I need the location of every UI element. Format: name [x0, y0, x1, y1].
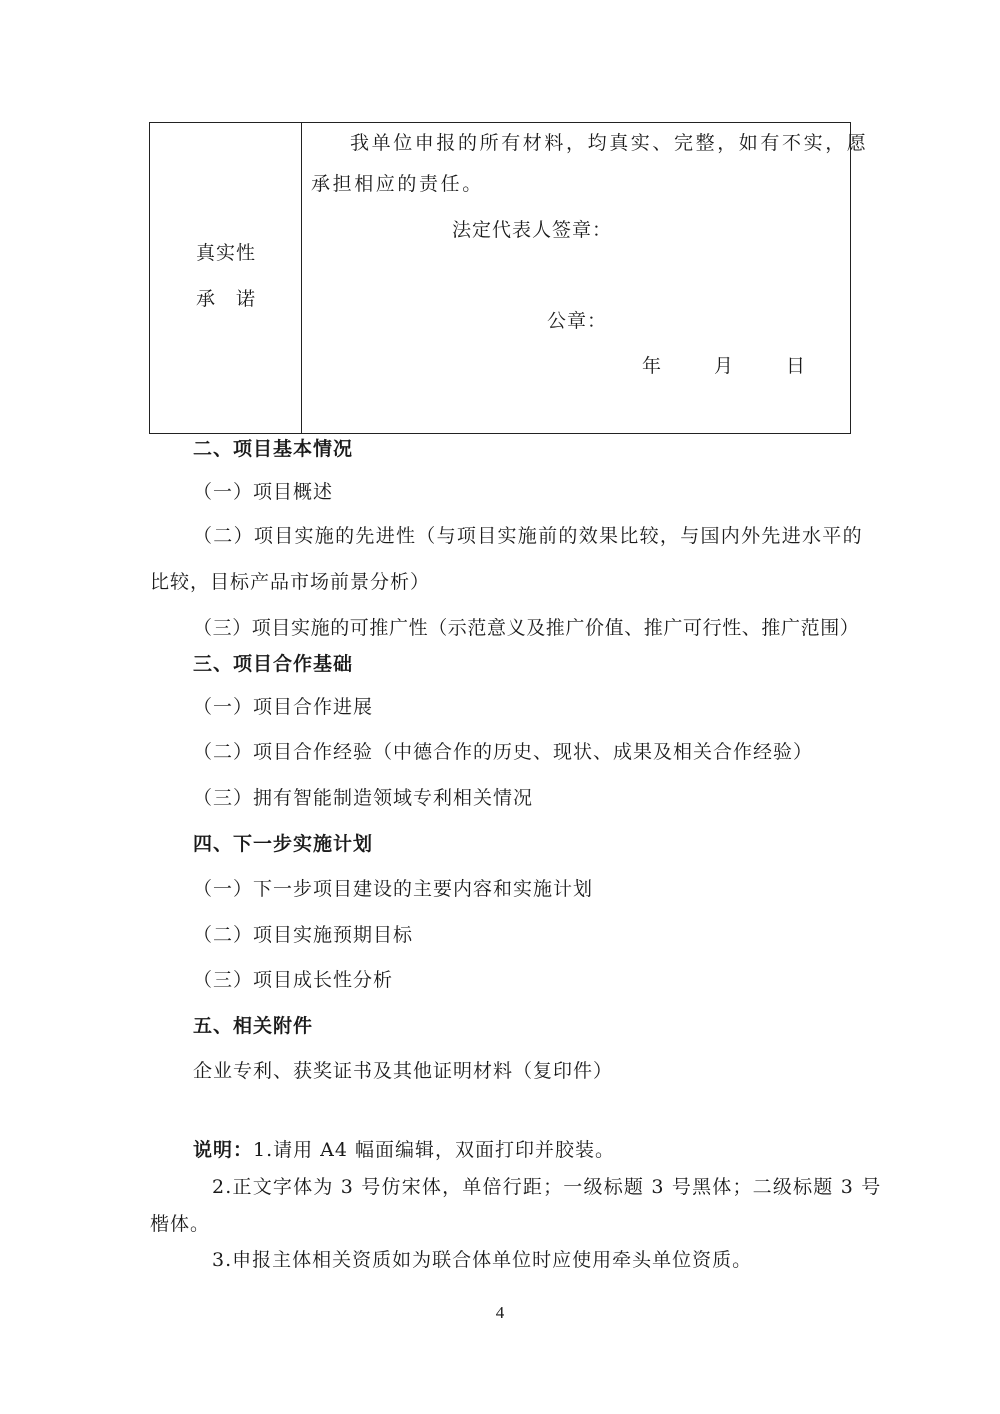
notes-label: 说明： [193, 1139, 254, 1161]
date-year: 年 [642, 355, 663, 377]
section-4-item-2: （二）项目实施预期目标 [193, 924, 414, 946]
note-2-line1: 2.正文字体为 3 号仿宋体，单倍行距；一级标题 3 号黑体；二级标题 3 号 [212, 1176, 882, 1198]
section-4-item-3: （三）项目成长性分析 [193, 969, 394, 991]
date-month: 月 [714, 355, 735, 377]
table-label-pledge: 承 诺 [196, 288, 257, 310]
section-3-item-1: （一）项目合作进展 [193, 696, 374, 718]
official-seal: 公章： [547, 310, 608, 332]
section-2-item-2-line2: 比较，目标产品市场前景分析） [150, 571, 431, 593]
pledge-text-line2: 承担相应的责任。 [311, 173, 484, 195]
note-1-text: 1.请用 A4 幅面编辑，双面打印并胶装。 [253, 1139, 616, 1161]
section-3-item-3: （三）拥有智能制造领域专利相关情况 [193, 787, 534, 809]
section-2-title: 二、项目基本情况 [193, 438, 354, 460]
table-label-authenticity: 真实性 [196, 242, 257, 264]
section-3-item-2: （二）项目合作经验（中德合作的历史、现状、成果及相关合作经验） [193, 741, 814, 763]
note-3: 3.申报主体相关资质如为联合体单位时应使用牵头单位资质。 [212, 1249, 753, 1271]
section-2-item-1: （一）项目概述 [193, 481, 334, 503]
section-5-text: 企业专利、获奖证书及其他证明材料（复印件） [193, 1060, 614, 1082]
section-3-title: 三、项目合作基础 [193, 653, 354, 675]
pledge-text-line1: 我单位申报的所有材料，均真实、完整，如有不实，愿 [350, 132, 869, 154]
note-1 [193, 1138, 615, 1162]
section-4-item-1: （一）下一步项目建设的主要内容和实施计划 [193, 878, 594, 900]
section-4-title: 四、下一步实施计划 [193, 833, 374, 855]
page-number: 4 [495, 1303, 505, 1322]
date-day: 日 [786, 355, 807, 377]
legal-rep-signature: 法定代表人签章： [452, 219, 613, 241]
note-2-line2: 楷体。 [150, 1213, 211, 1235]
pledge-table [149, 122, 851, 434]
section-5-title: 五、相关附件 [193, 1015, 314, 1037]
table-divider [301, 122, 302, 434]
section-2-item-2-line1: （二）项目实施的先进性（与项目实施前的效果比较，与国内外先进水平的 [193, 525, 863, 547]
section-2-item-3: （三）项目实施的可推广性（示范意义及推广价值、推广可行性、推广范围） [193, 617, 860, 639]
